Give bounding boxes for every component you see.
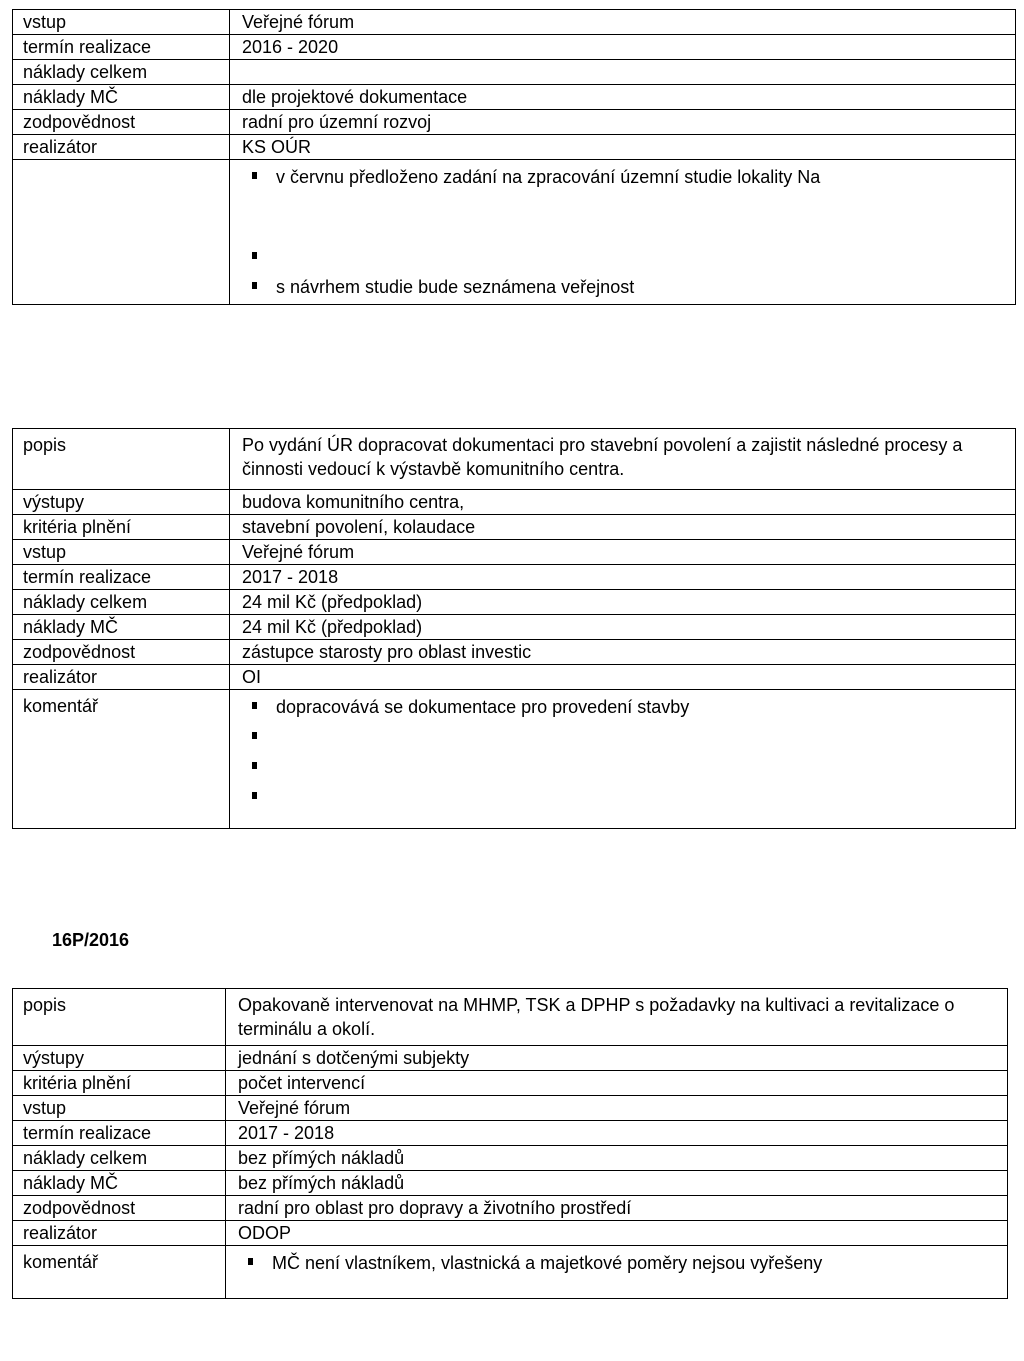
table-row (13, 989, 1008, 1046)
table-row (13, 1071, 1008, 1096)
row-value: budova komunitního centra, (230, 490, 1016, 515)
comment-bullet: dopracovává se dokumentace pro provedení stavby (242, 694, 1005, 724)
row-value: Veřejné fórum (230, 540, 1016, 565)
row-label: náklady MČ (13, 1171, 226, 1196)
section-heading: 16P/2016 (52, 930, 130, 950)
table-row (13, 1171, 1008, 1196)
row-value: bez přímých nákladů (226, 1146, 1008, 1171)
project-table-3 (12, 988, 1008, 1299)
row-label: zodpovědnost (13, 1196, 226, 1221)
comment-label-empty (13, 160, 230, 305)
row-value: 24 mil Kč (předpoklad) (230, 590, 1016, 615)
comment-bullet (242, 784, 1005, 814)
table-row (13, 515, 1016, 540)
table-row (13, 429, 1016, 490)
row-label: výstupy (13, 490, 230, 515)
row-label: realizátor (13, 665, 230, 690)
row-value: Opakovaně intervenovat na MHMP, TSK a DPHP s požadavky na kultivaci a revitalizace o terminálu a okolí. (226, 989, 1008, 1046)
table-row (13, 1121, 1008, 1146)
row-value: jednání s dotčenými subjekty (226, 1046, 1008, 1071)
row-label: termín realizace (13, 565, 230, 590)
row-label: náklady celkem (13, 60, 230, 85)
row-label: popis (13, 989, 226, 1046)
row-label: náklady MČ (13, 85, 230, 110)
row-label: realizátor (13, 1221, 226, 1246)
comment-list (242, 164, 1005, 304)
row-value: OI (230, 665, 1016, 690)
row-label: náklady celkem (13, 1146, 226, 1171)
table-row (13, 640, 1016, 665)
comment-value (226, 1246, 1008, 1299)
table-row (13, 60, 1016, 85)
comment-bullet: MČ není vlastníkem, vlastnická a majetkové poměry nejsou vyřešeny (238, 1250, 997, 1280)
table-row (13, 1046, 1008, 1071)
row-value: počet intervencí (226, 1071, 1008, 1096)
comment-bullet (242, 244, 1005, 274)
table-row (13, 1146, 1008, 1171)
comment-bullet: v červnu předloženo zadání na zpracování územní studie lokality Na (242, 164, 1005, 244)
row-label: zodpovědnost (13, 640, 230, 665)
comment-value (230, 160, 1016, 305)
row-value: Veřejné fórum (226, 1096, 1008, 1121)
row-label: kritéria plnění (13, 1071, 226, 1096)
row-value: 2017 - 2018 (226, 1121, 1008, 1146)
row-label: popis (13, 429, 230, 490)
table-row (13, 1096, 1008, 1121)
table-row (13, 35, 1016, 60)
row-value: ODOP (226, 1221, 1008, 1246)
row-value: stavební povolení, kolaudace (230, 515, 1016, 540)
comment-bullet (242, 754, 1005, 784)
comment-row (13, 1246, 1008, 1299)
row-label: zodpovědnost (13, 110, 230, 135)
table-row (13, 490, 1016, 515)
table-row (13, 135, 1016, 160)
comment-list (242, 694, 1005, 814)
row-label: vstup (13, 540, 230, 565)
row-value: Veřejné fórum (230, 10, 1016, 35)
row-value: zástupce starosty pro oblast investic (230, 640, 1016, 665)
row-label: termín realizace (13, 1121, 226, 1146)
comment-label: komentář (13, 1246, 226, 1299)
row-value: 2017 - 2018 (230, 565, 1016, 590)
row-label: vstup (13, 1096, 226, 1121)
comment-bullet: s návrhem studie bude seznámena veřejnost (242, 274, 1005, 304)
comment-list (238, 1250, 997, 1280)
row-label: náklady MČ (13, 615, 230, 640)
table-row (13, 615, 1016, 640)
table-row (13, 540, 1016, 565)
table-row (13, 1221, 1008, 1246)
row-label: kritéria plnění (13, 515, 230, 540)
row-value (230, 60, 1016, 85)
table-row (13, 10, 1016, 35)
table-row (13, 665, 1016, 690)
row-label: náklady celkem (13, 590, 230, 615)
table-row (13, 590, 1016, 615)
row-label: výstupy (13, 1046, 226, 1071)
row-label: realizátor (13, 135, 230, 160)
row-label: termín realizace (13, 35, 230, 60)
row-value: 24 mil Kč (předpoklad) (230, 615, 1016, 640)
comment-value (230, 690, 1016, 829)
comment-label: komentář (13, 690, 230, 829)
comment-bullet (242, 724, 1005, 754)
row-label: vstup (13, 10, 230, 35)
table-row (13, 1196, 1008, 1221)
row-value: radní pro oblast pro dopravy a životního prostředí (226, 1196, 1008, 1221)
row-value: KS OÚR (230, 135, 1016, 160)
row-value: radní pro územní rozvoj (230, 110, 1016, 135)
comment-row (13, 160, 1016, 305)
project-table-2 (12, 428, 1016, 829)
table-row (13, 565, 1016, 590)
row-value: bez přímých nákladů (226, 1171, 1008, 1196)
table-row (13, 110, 1016, 135)
project-table-1 (12, 9, 1016, 305)
comment-row (13, 690, 1016, 829)
row-value: 2016 - 2020 (230, 35, 1016, 60)
row-value: dle projektové dokumentace (230, 85, 1016, 110)
row-value: Po vydání ÚR dopracovat dokumentaci pro stavební povolení a zajistit následné procesy a činnosti vedoucí k výstavbě komunitního centra. (230, 429, 1016, 490)
table-row (13, 85, 1016, 110)
